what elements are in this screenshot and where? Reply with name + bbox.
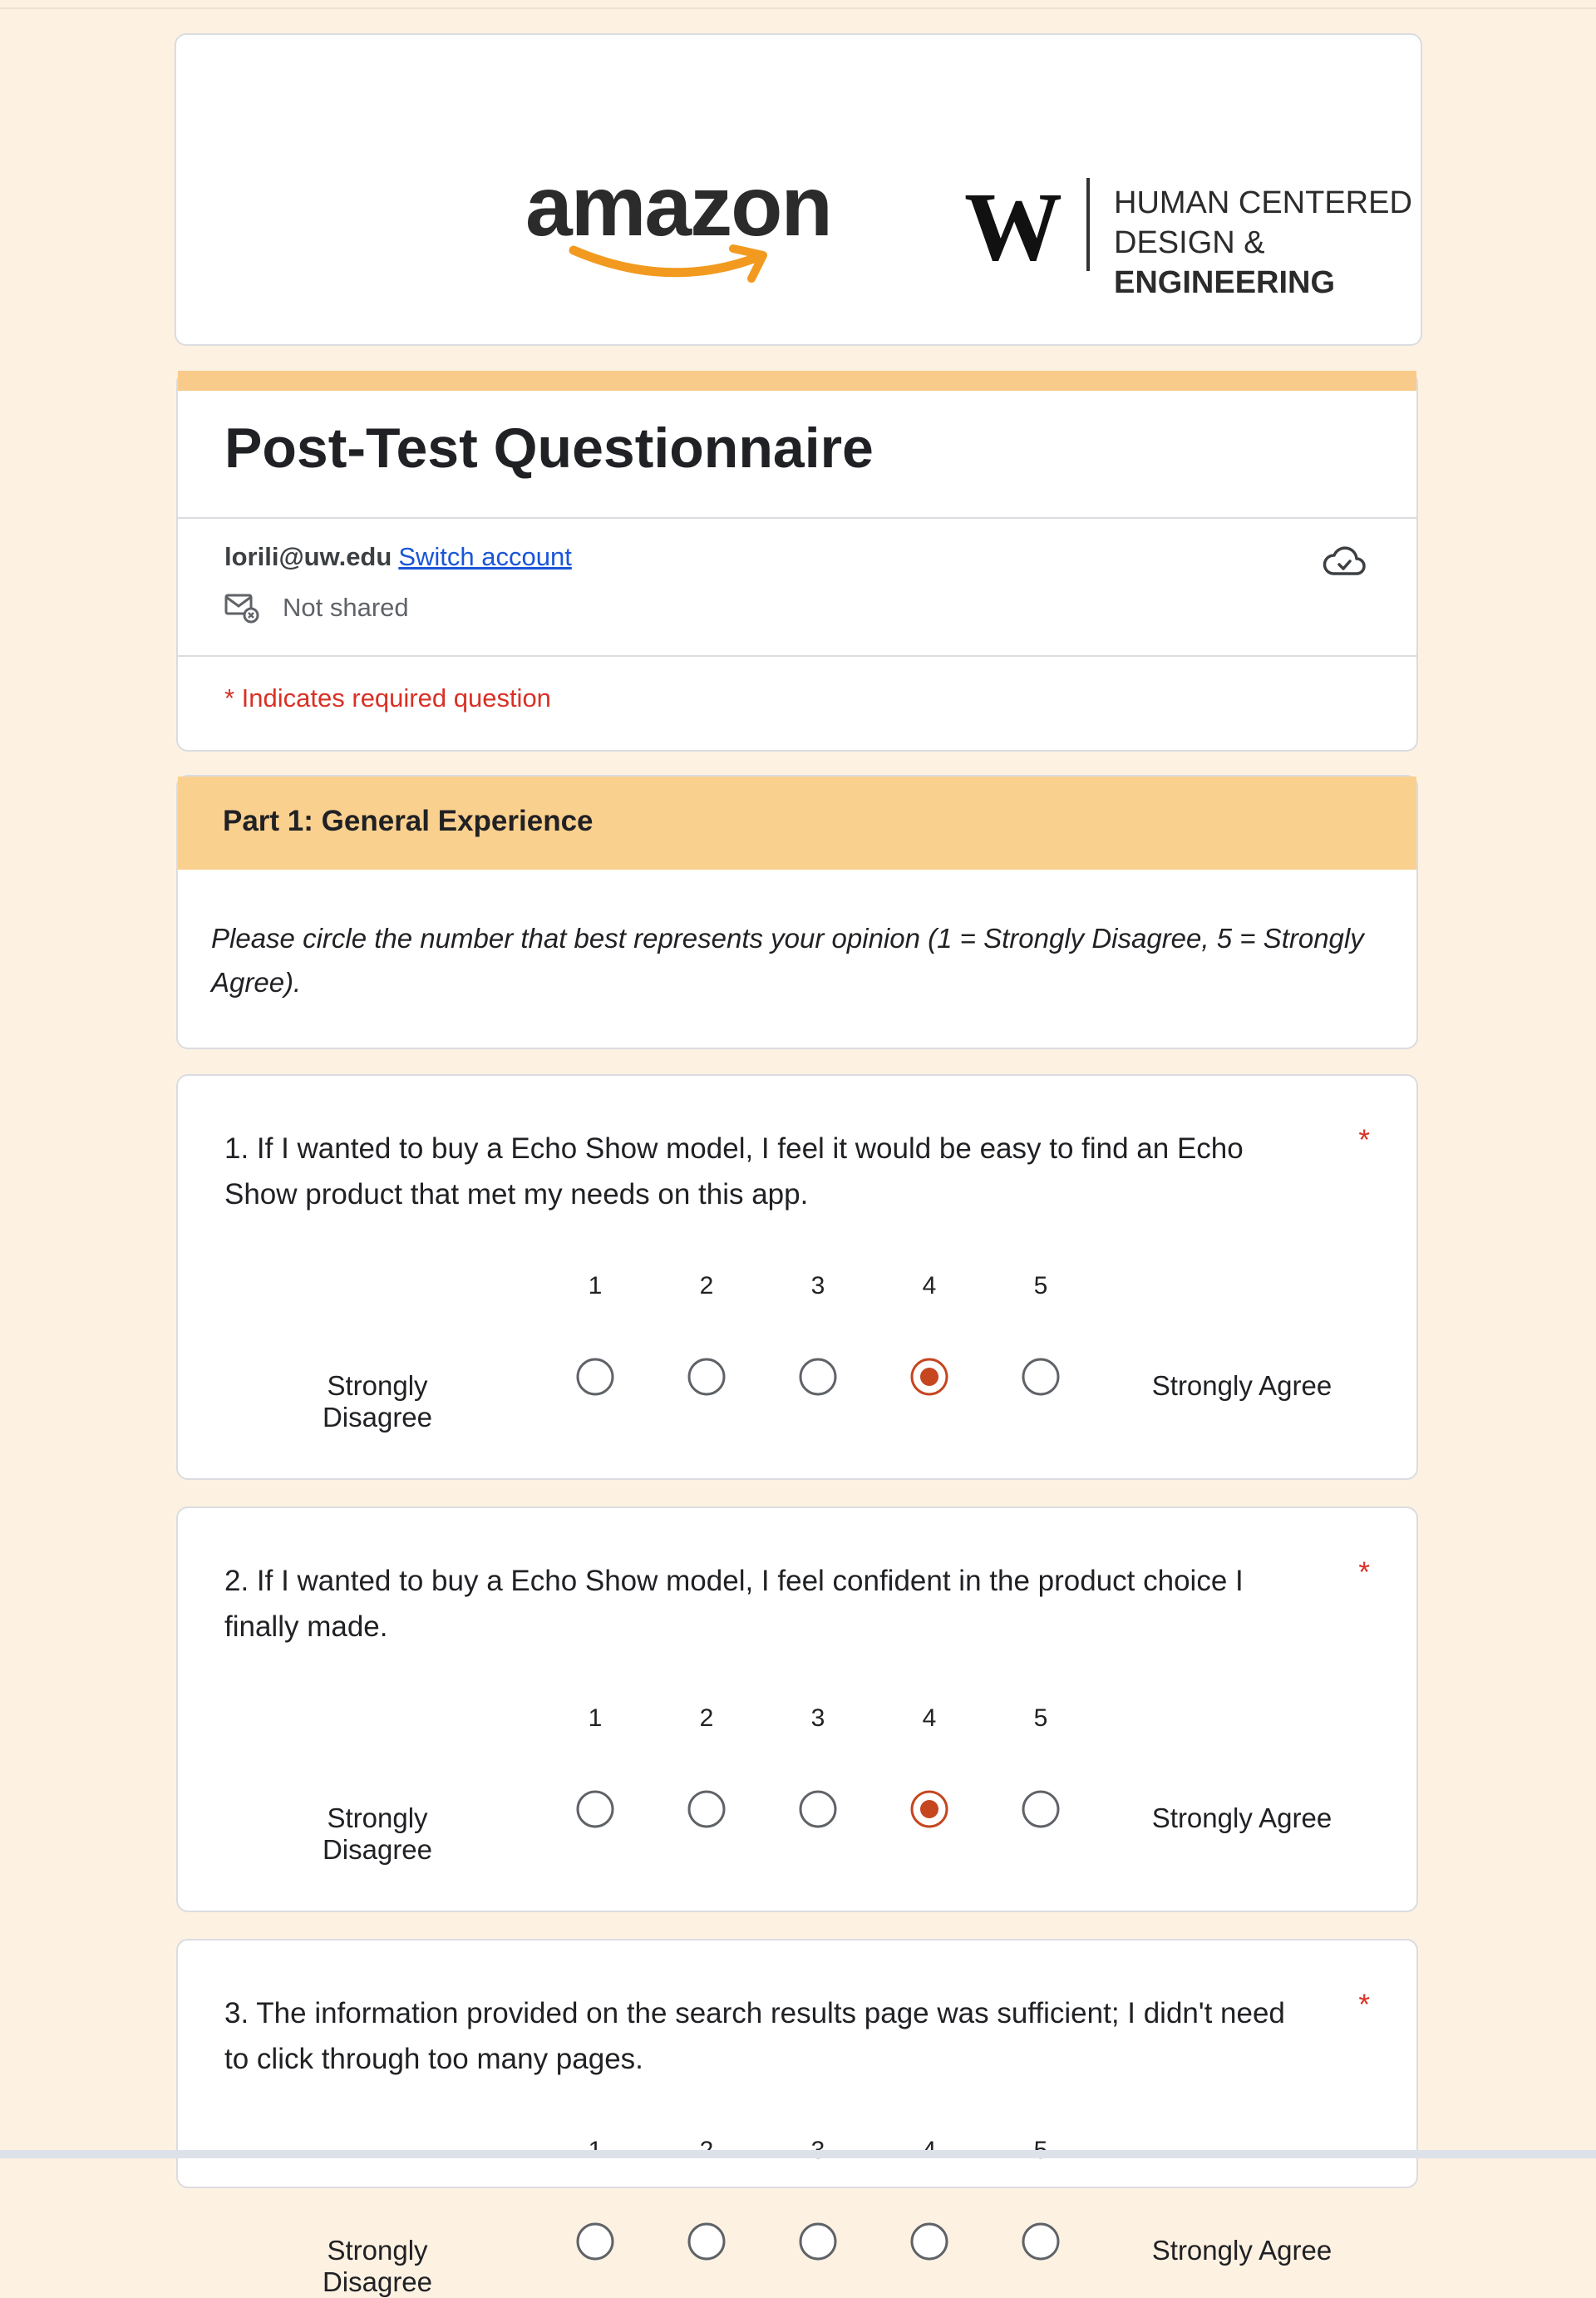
scale-number-2: 2 [699, 1704, 714, 1732]
scale-radio-4[interactable] [909, 1357, 949, 1397]
linear-scale [178, 1508, 1416, 1911]
required-asterisk: * [1358, 1989, 1370, 2021]
scale-radio-2[interactable] [687, 1357, 727, 1397]
scale-number-3: 3 [810, 1272, 825, 1299]
cloud-saved-icon[interactable] [1322, 544, 1367, 580]
account-row [224, 542, 572, 572]
window-top-edge [0, 0, 1596, 9]
scale-radio-3[interactable] [798, 1789, 838, 1829]
scale-radio-4[interactable] [909, 2222, 949, 2261]
logo-divider [1086, 178, 1090, 271]
required-asterisk: * [1358, 1124, 1370, 1156]
scale-number-5: 5 [1033, 1272, 1048, 1299]
not-shared-row [224, 592, 409, 624]
amazon-logo-text: amazon [525, 159, 831, 254]
header-banner [175, 33, 1422, 346]
scale-radio-1[interactable] [575, 1357, 615, 1397]
required-note: * Indicates required question [224, 683, 551, 713]
scale-radio-3[interactable] [798, 1357, 838, 1397]
scale-radio-2[interactable] [687, 2222, 727, 2261]
scale-high-label: Strongly Agree [1151, 1370, 1332, 1401]
scale-radio-5[interactable] [1021, 1789, 1061, 1829]
scale-number-1: 1 [588, 1704, 603, 1732]
scale-radio-1[interactable] [575, 1789, 615, 1829]
scale-radio-5[interactable] [1021, 1357, 1061, 1397]
scale-high-label: Strongly Agree [1151, 2235, 1332, 2266]
form-title: Post-Test Questionnaire [224, 417, 874, 480]
divider [178, 517, 1416, 519]
scale-number-2: 2 [699, 1272, 714, 1299]
amazon-logo [525, 159, 870, 297]
question-text: 2. If I wanted to buy a Echo Show model, I feel confident in the product choice I finally made. [224, 1565, 1244, 1643]
uw-w-icon [963, 172, 1079, 281]
required-asterisk: * [1358, 1556, 1370, 1589]
scale-radio-1[interactable] [575, 2222, 615, 2261]
scale-radio-5[interactable] [1021, 2222, 1061, 2261]
question-card [176, 1074, 1418, 1480]
scale-radio-4[interactable] [909, 1789, 949, 1829]
svg-text:W: W [964, 172, 1062, 281]
title-accent-band [178, 371, 1416, 391]
divider [178, 655, 1416, 657]
question-text: 1. If I wanted to buy a Echo Show model, I feel it would be easy to find an Echo Show product that met my needs on this app. [224, 1132, 1244, 1211]
question-text: 3. The information provided on the search results page was sufficient; I didn't need to click through too many pages. [224, 1997, 1285, 2075]
scale-number-5: 5 [1033, 1704, 1048, 1732]
scale-high-label: Strongly Agree [1151, 1802, 1332, 1833]
account-email: lorili@uw.edu [224, 542, 392, 571]
scale-radio-3[interactable] [798, 2222, 838, 2261]
question-card [176, 1507, 1418, 1912]
section-title: Part 1: General Experience [223, 805, 594, 837]
hcde-line-2: DESIGN & ENGINEERING [1114, 225, 1336, 300]
scale-low-label: Strongly Disagree [322, 1802, 433, 1865]
scale-number-4: 4 [922, 1272, 937, 1299]
linear-scale [178, 1076, 1416, 1478]
section-header-card [176, 775, 1418, 1049]
scale-low-label: Strongly Disagree [322, 1370, 433, 1433]
switch-account-link[interactable]: Switch account [398, 542, 572, 571]
window-bottom-edge [0, 2150, 1596, 2158]
form-title-card [176, 371, 1418, 752]
amazon-smile-icon [567, 240, 783, 287]
not-shared-text: Not shared [283, 593, 409, 622]
section-description: Please circle the number that best represents your opinion (1 = Strongly Disagree, 5 = Strongly Agree). [211, 923, 1364, 998]
scale-number-1: 1 [588, 1272, 603, 1299]
scale-radio-2[interactable] [687, 1789, 727, 1829]
scale-low-label: Strongly Disagree [322, 2235, 433, 2297]
hcde-wordmark [1114, 183, 1421, 303]
scale-number-4: 4 [922, 1704, 937, 1732]
uw-logo [963, 172, 1079, 281]
scale-number-3: 3 [810, 1704, 825, 1732]
mail-not-shared-icon [224, 592, 259, 624]
hcde-line-1: HUMAN CENTERED [1114, 185, 1412, 220]
